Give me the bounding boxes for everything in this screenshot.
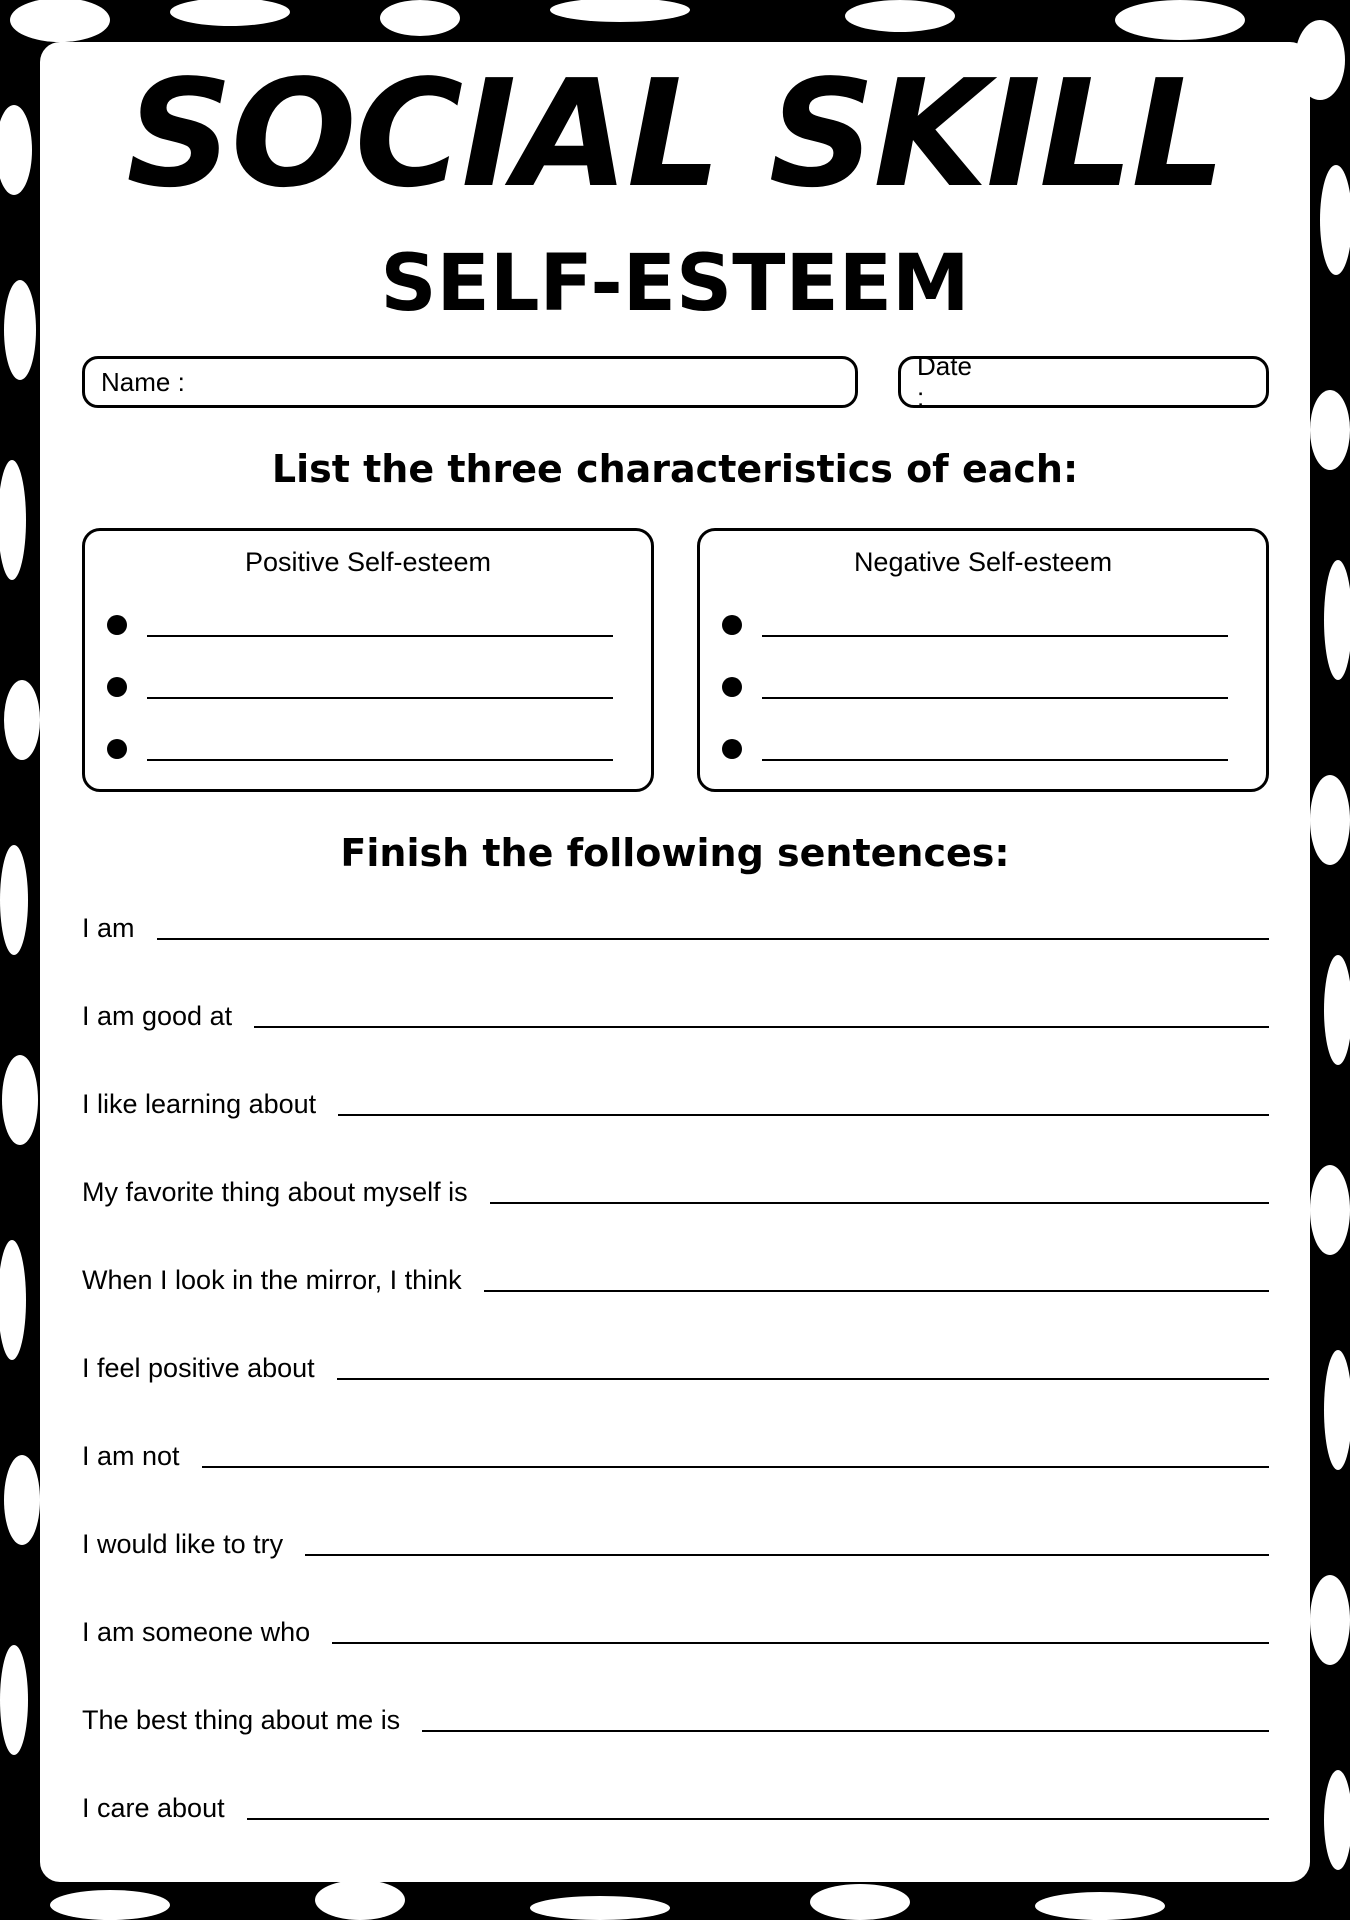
answer-line — [305, 1553, 1269, 1556]
sentence-row[interactable] — [82, 994, 1269, 1034]
worksheet-title: SOCIAL SKILL — [126, 48, 1224, 220]
bullet-icon — [107, 739, 127, 759]
worksheet-subtitle: SELF-ESTEEM — [380, 239, 970, 329]
bullet-icon — [722, 739, 742, 759]
negative-box-title: Negative Self-esteem — [853, 547, 1113, 577]
sentence-row[interactable] — [82, 1698, 1269, 1738]
negative-item-1[interactable] — [722, 607, 1228, 637]
bullet-icon — [722, 615, 742, 635]
answer-line — [338, 1113, 1269, 1116]
positive-item-2[interactable] — [107, 669, 613, 699]
positive-item-3[interactable] — [107, 731, 613, 761]
characteristics-heading: List the three characteristics of each: — [271, 447, 1079, 491]
name-input[interactable] — [193, 367, 839, 397]
sentence-row[interactable] — [82, 1170, 1269, 1210]
date-input[interactable] — [980, 367, 1294, 397]
sentence-row[interactable] — [82, 1786, 1269, 1826]
bullet-icon — [107, 615, 127, 635]
answer-line — [147, 697, 613, 699]
sentence-row[interactable] — [82, 1258, 1269, 1298]
negative-self-esteem-box — [697, 528, 1269, 792]
sentence-row[interactable] — [82, 1610, 1269, 1650]
name-label: Name : — [101, 366, 185, 397]
answer-line — [422, 1729, 1269, 1732]
bullet-icon — [722, 677, 742, 697]
sentence-prompt: I feel positive about — [82, 1353, 315, 1383]
answer-line — [337, 1377, 1269, 1380]
sentence-prompt: The best thing about me is — [82, 1705, 401, 1735]
answer-line — [490, 1201, 1269, 1204]
sentences-heading: Finish the following sentences: — [340, 831, 1010, 875]
answer-line — [332, 1641, 1269, 1644]
positive-item-1[interactable] — [107, 607, 613, 637]
date-field[interactable] — [898, 351, 1269, 412]
sentence-prompt: I like learning about — [82, 1089, 317, 1119]
sentence-prompt: When I look in the mirror, I think — [82, 1265, 462, 1295]
answer-line — [762, 635, 1228, 637]
sentence-row[interactable] — [82, 1434, 1269, 1474]
sentence-row[interactable] — [82, 1346, 1269, 1386]
answer-line — [157, 937, 1269, 940]
bullet-icon — [107, 677, 127, 697]
answer-line — [762, 697, 1228, 699]
sentence-prompt: I would like to try — [82, 1529, 284, 1559]
sentence-row[interactable] — [82, 1522, 1269, 1562]
answer-line — [254, 1025, 1269, 1028]
sentence-prompt: My favorite thing about myself is — [82, 1177, 468, 1207]
sentence-row[interactable] — [82, 1082, 1269, 1122]
date-label: Date : — [917, 351, 972, 412]
answer-line — [202, 1465, 1269, 1468]
positive-box-title: Positive Self-esteem — [244, 547, 492, 577]
name-field[interactable] — [82, 356, 858, 408]
negative-item-2[interactable] — [722, 669, 1228, 699]
sentence-prompt: I am good at — [82, 1001, 233, 1031]
sentence-prompt: I am — [82, 913, 135, 943]
negative-item-3[interactable] — [722, 731, 1228, 761]
positive-self-esteem-box — [82, 528, 654, 792]
answer-line — [484, 1289, 1269, 1292]
answer-line — [147, 635, 613, 637]
sentence-prompt: I am not — [82, 1441, 180, 1471]
sentence-row[interactable] — [82, 906, 1269, 946]
sentence-prompt: I am someone who — [82, 1617, 311, 1647]
answer-line — [247, 1817, 1269, 1820]
sentence-prompt: I care about — [82, 1793, 225, 1823]
answer-line — [762, 759, 1228, 761]
answer-line — [147, 759, 613, 761]
